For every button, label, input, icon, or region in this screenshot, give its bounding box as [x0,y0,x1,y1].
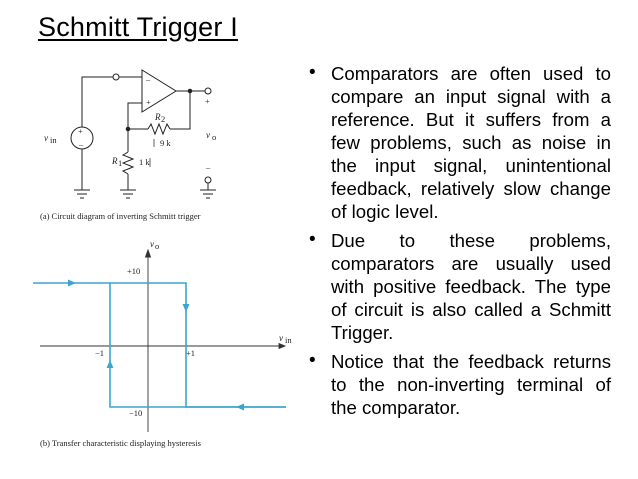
vin-sub-label: in [50,135,57,145]
resistor-r2-icon [148,124,170,134]
tick-right-label: +1 [186,348,196,358]
bullet-item [309,62,611,223]
vin-axis-sub-label: in [285,335,292,345]
bullet-text: Comparators are often used to compare an input signal with a reference. But it suffers from a few problems, such as noise in the input signal, unintentional feedback, relatively slow change of logic level. [331,63,611,222]
arrow-right-icon [68,280,76,287]
tick-left-label: −1 [95,348,105,358]
vin-axis-label: v [279,333,283,343]
bullet-dot-icon: • [309,350,316,371]
bullet-item [309,229,611,344]
bullet-dot-icon: • [309,229,316,250]
slide-title: Schmitt Trigger I [38,12,238,42]
r1-value-label: 1 k [139,157,150,167]
r2-label: R [155,112,161,122]
hysteresis-curve [33,283,286,407]
vo-label: v [206,130,210,140]
r1-label: R [112,156,118,166]
transfer-caption: (b) Transfer characteristic displaying hysteresis [40,438,201,448]
vo-sub-label: o [212,132,217,142]
arrow-down-icon [183,304,190,312]
bullet-text: Notice that the feedback returns to the non-inverting terminal of the comparator. [331,351,611,418]
output-minus-label: – [206,162,211,172]
figure-illustration [0,0,300,479]
r1-sub-label: 1 [118,158,123,168]
arrow-up-icon [107,360,114,368]
bullet-dot-icon: • [309,62,316,83]
output-plus-label: + [205,96,210,106]
tick-low-label: −10 [129,408,143,418]
bullet-text: Due to these problems, comparators are usually used with positive feedback. The type of circuit is also called a Schmitt Trigger. [331,230,611,343]
transfer-axes [40,250,285,432]
opamp-plus-label: + [146,97,151,107]
tick-high-label: +10 [127,266,141,276]
vin-label: v [44,133,48,143]
circuit-caption: (a) Circuit diagram of inverting Schmitt trigger [40,211,201,221]
source-plus-label: + [78,126,83,136]
source-minus-label: – [79,139,84,149]
hysteresis-arrows [68,280,244,411]
r2-value-label: 9 k [160,138,171,148]
opamp-minus-label: – [146,74,151,84]
vo-axis-sub-label: o [155,241,160,251]
ground-icon [74,190,90,198]
circuit-diagram [71,70,216,198]
bullet-list [309,62,611,425]
r2-sub-label: 2 [161,114,166,124]
vo-axis-label: v [150,239,154,249]
arrow-left-icon [236,404,244,411]
bullet-item [309,350,611,419]
resistor-r1-icon [123,152,133,174]
